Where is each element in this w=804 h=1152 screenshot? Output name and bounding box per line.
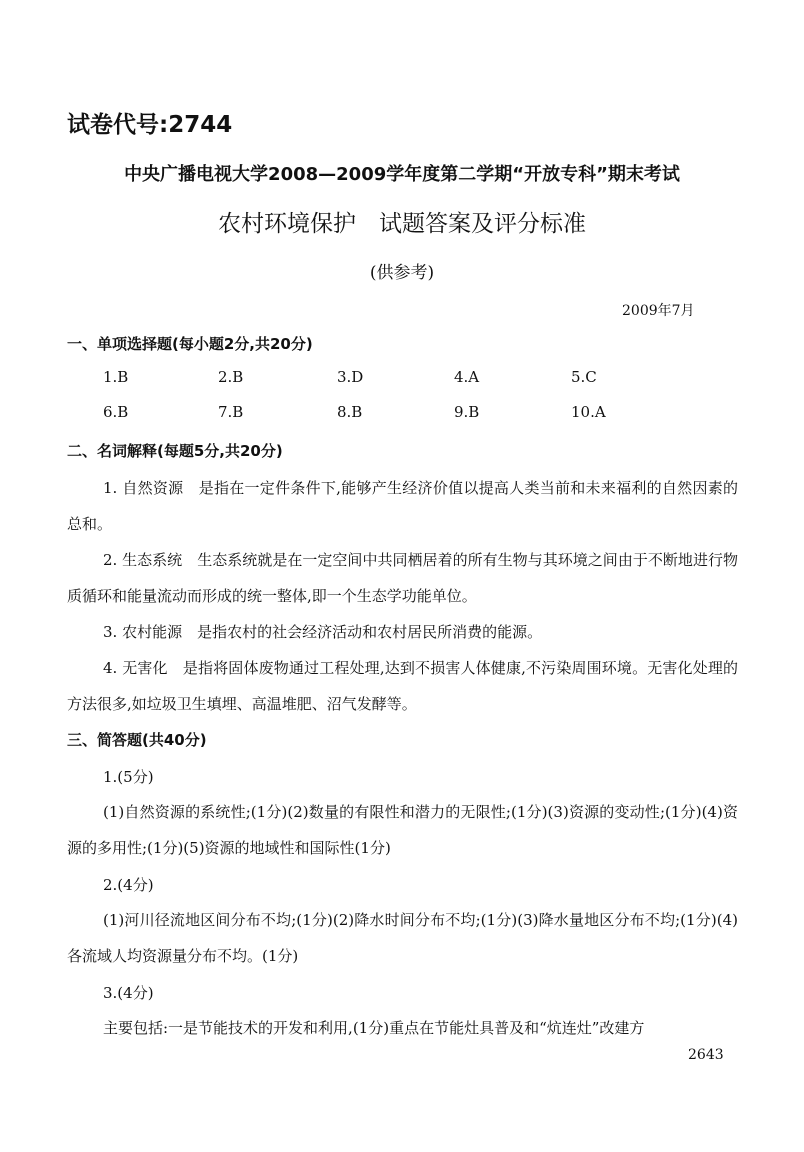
reference-note: (供参考) — [369, 263, 435, 283]
definition-4: 4. 无害化 是指将固体废物通过工程处理,达到不损害人体健康,不污染周围环境。无害化处理的方法很多,如垃圾卫生填埋、高温堆肥、沼气发酵等。 — [67, 659, 738, 713]
subject-title: 农村环境保护 试题答案及评分标准 — [218, 211, 586, 237]
exam-title: 中央广播电视大学2008—2009学年度第二学期“开放专科”期末考试 — [124, 164, 680, 185]
exam-date: 2009年7月 — [622, 303, 695, 319]
answer-2: 2.B — [218, 368, 244, 386]
page-number: 2643 — [688, 1047, 724, 1063]
question-2-answer: (1)河川径流地区间分布不均;(1分)(2)降水时间分布不均;(1分)(3)降水量地区分布不均;(1分)(4)各流域人均资源量分布不均。(1分) — [67, 911, 738, 965]
section-3-title: 三、简答题(共40分) — [67, 731, 207, 749]
answer-8: 8.B — [337, 403, 363, 421]
question-1-answer: (1)自然资源的系统性;(1分)(2)数量的有限性和潜力的无限性;(1分)(3)资源的变动性;(1分)(4)资源的多用性;(1分)(5)资源的地域性和国际性(1分) — [67, 803, 738, 857]
answer-5: 5.C — [571, 368, 597, 386]
answer-10: 10.A — [571, 403, 606, 421]
answer-9: 9.B — [454, 403, 480, 421]
exam-code: 试卷代号:2744 — [67, 112, 233, 138]
answer-4: 4.A — [454, 368, 480, 386]
section-2-title: 二、名词解释(每题5分,共20分) — [67, 442, 283, 460]
section-1-title: 一、单项选择题(每小题2分,共20分) — [67, 335, 313, 353]
answer-7: 7.B — [218, 403, 244, 421]
question-1-label: 1.(5分) — [103, 768, 154, 786]
answer-3: 3.D — [337, 368, 364, 386]
definition-3: 3. 农村能源 是指农村的社会经济活动和农村居民所消费的能源。 — [103, 623, 543, 641]
answer-6: 6.B — [103, 403, 129, 421]
definition-1: 1. 自然资源 是指在一定件条件下,能够产生经济价值以提高人类当前和未来福利的自然因素的总和。 — [67, 479, 738, 533]
question-2-label: 2.(4分) — [103, 876, 154, 894]
definition-2: 2. 生态系统 生态系统就是在一定空间中共同栖居着的所有生物与其环境之间由于不断地进行物质循环和能量流动而形成的统一整体,即一个生态学功能单位。 — [67, 551, 738, 605]
question-3-answer: 主要包括:一是节能技术的开发和利用,(1分)重点在节能灶具普及和“炕连灶”改建方 — [103, 1019, 645, 1037]
question-3-label: 3.(4分) — [103, 984, 154, 1002]
answer-1: 1.B — [103, 368, 129, 386]
